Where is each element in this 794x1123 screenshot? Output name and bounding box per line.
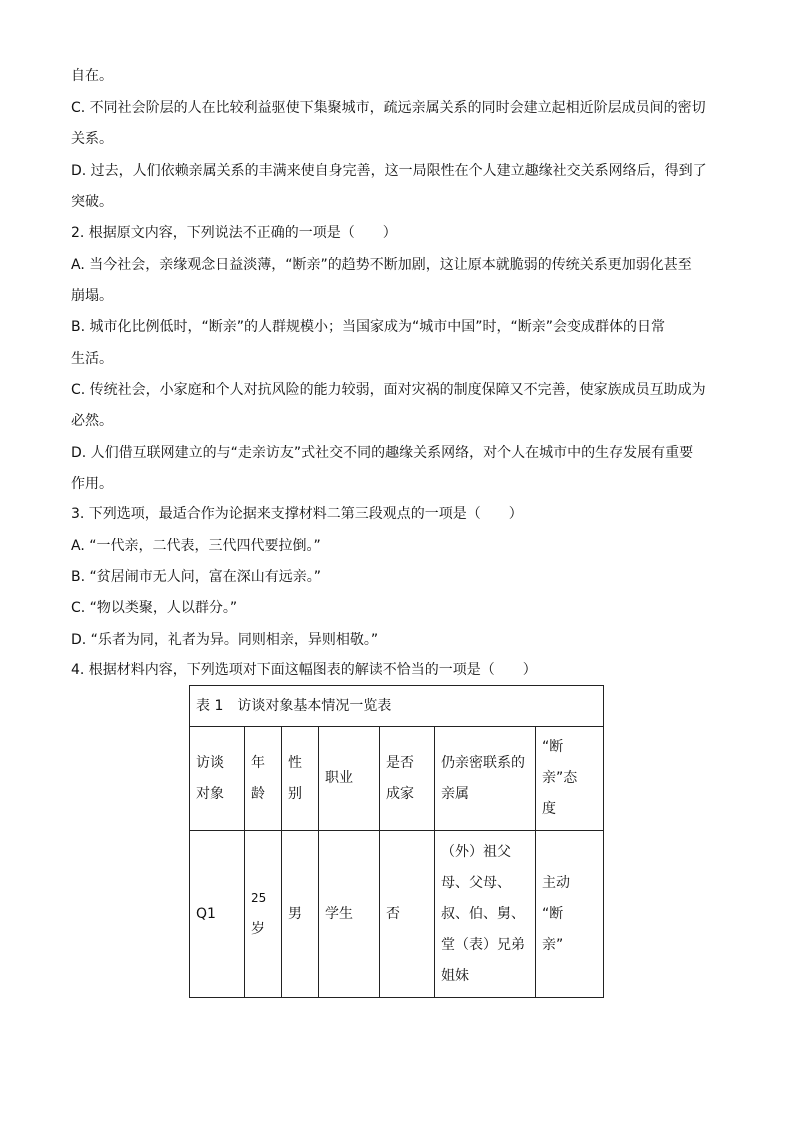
table-row: [190, 831, 604, 998]
text-line: 作用。: [71, 476, 113, 492]
question-4: 4. 根据材料内容，下列选项对下面这幅图表的解读不恰当的一项是（ ）: [71, 662, 537, 678]
text-line: 关系。: [71, 131, 113, 147]
option-c: C. 传统社会，小家庭和个人对抗风险的能力较弱，面对灾祸的制度保障又不完善，使家族成员互助成为: [71, 382, 706, 398]
header-cell: 访谈 对象: [190, 727, 245, 831]
relatives-cell: （外）祖父 母、父母、 叔、伯、舅、 堂（表）兄弟 姐妹: [435, 831, 536, 998]
table-caption-row: [190, 686, 604, 727]
header-cell: 职业: [319, 727, 380, 831]
attitude-cell: 主动 “断 亲”: [536, 831, 604, 998]
option-a: A. “一代亲，二代表，三代四代要拉倒。”: [71, 538, 321, 554]
option-d: D. “乐者为同，礼者为异。同则相亲，异则相敬。”: [71, 632, 379, 648]
question-2: 2. 根据原文内容，下列说法不正确的一项是（ ）: [71, 225, 397, 241]
subject-cell: Q1: [190, 831, 245, 998]
option-a: A. 当今社会，亲缘观念日益淡薄，“断亲”的趋势不断加剧，这让原本就脆弱的传统关系更加弱化甚至: [71, 257, 692, 273]
header-cell: 年 龄: [245, 727, 282, 831]
job-cell: 学生: [319, 831, 380, 998]
table-header-row: [190, 727, 604, 831]
option-b: B. 城市化比例低时，“断亲”的人群规模小；当国家成为“城市中国”时，“断亲”会变成群体的日常: [71, 319, 666, 335]
text-line: 突破。: [71, 194, 113, 210]
text-line: 崩塌。: [71, 288, 113, 304]
gender-cell: 男: [282, 831, 319, 998]
option-c: C. 不同社会阶层的人在比较利益驱使下集聚城市，疏远亲属关系的同时会建立起相近阶层成员间的密切: [71, 100, 706, 116]
table-caption: 表 1 访谈对象基本情况一览表: [190, 686, 604, 727]
header-cell: 是否 成家: [380, 727, 435, 831]
interview-subjects-table: [189, 685, 604, 998]
text-line: 必然。: [71, 413, 113, 429]
question-3: 3. 下列选项，最适合作为论据来支撑材料二第三段观点的一项是（ ）: [71, 506, 523, 522]
option-d: D. 过去，人们依赖亲属关系的丰满来使自身完善，这一局限性在个人建立趣缘社交关系网络后，得到了: [71, 163, 707, 179]
option-c: C. “物以类聚，人以群分。”: [71, 600, 238, 616]
header-cell: 性 别: [282, 727, 319, 831]
header-cell: “断 亲”态 度: [536, 727, 604, 831]
header-cell: 仍亲密联系的 亲属: [435, 727, 536, 831]
option-d: D. 人们借互联网建立的与“走亲访友”式社交不同的趣缘关系网络，对个人在城市中的生存发展有重要: [71, 445, 694, 461]
married-cell: 否: [380, 831, 435, 998]
age-cell: 25 岁: [245, 831, 282, 998]
text-line: 自在。: [71, 68, 113, 84]
text-line: 生活。: [71, 351, 113, 367]
option-b: B. “贫居闹市无人问，富在深山有远亲。”: [71, 569, 322, 585]
